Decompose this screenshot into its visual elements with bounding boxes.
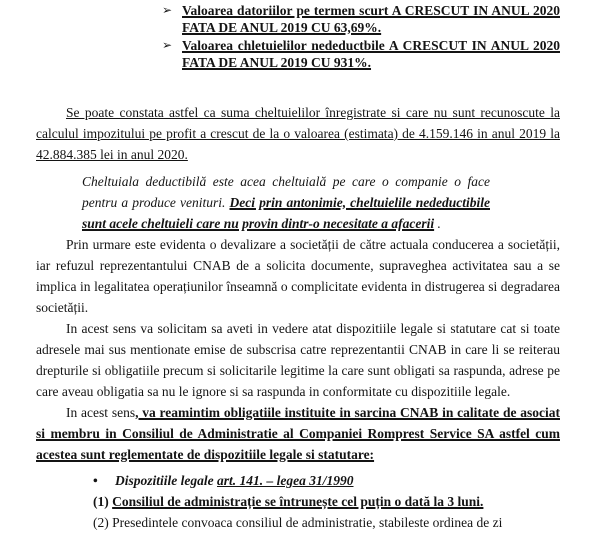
findings-bullet-list (162, 2, 560, 71)
arrow-bullet-icon: ➢ (162, 38, 173, 52)
paragraph-solicitare: In acest sens va solicitam sa aveti in vedere atat dispozitiile legale si statutare cat si toate adresele mai sus mentionate emise de subscrisa catre reprezentantii CNAB in care li se reiterau drepturile si obligatiile precum si solicitarile legitime la care sunt obligati sa raspunda, adrese pe care aveau obligatia sa nu le ignore si sa raspunda in conformitate cu dispozitiile legale. (36, 321, 560, 399)
round-bullet-icon: • (93, 473, 98, 488)
quote-period: . (437, 216, 441, 231)
article-text: Presedintele convoaca consiliul de administratie, stabileste ordinea de zi (112, 515, 503, 530)
article-text: Consiliul de administrație se întrunește cel puțin o dată la 3 luni. (112, 494, 484, 509)
paragraph-devalizare: Prin urmare este evidenta o devalizare a societății de către actuala conducerea a societății, iar refuzul reprezentantului CNAB de a solicita documente, supraveghea activitatea sau a se implica in legalitatea operațiunilor înseamnă o complicitate evidenta in distrugerea si degradarea societății. (36, 237, 560, 315)
article-paragraph-1 (93, 491, 560, 512)
legal-reference-bullet (93, 470, 560, 491)
list-item (162, 2, 560, 36)
article-number: (1) (93, 494, 113, 509)
paragraph-constatare-text: Se poate constata astfel ca suma cheltuielilor înregistrate si care nu sunt recunoscute la calculul impozitului pe profit a crescut de la o valoarea (estimata) de 4.159.146 in anul 2019 la 42.884.385 lei in anul 2020. (36, 105, 560, 162)
paragraph-constatare (36, 102, 560, 165)
definition-quote (82, 171, 490, 234)
finding-nondeductible-increase: Valoarea chletuielilor nedeductbile A CRESCUT IN ANUL 2020 FATA DE ANUL 2019 CU 931%. (182, 38, 560, 70)
legal-reference-lead: Dispozitiile legale (115, 473, 217, 488)
list-item (162, 37, 560, 71)
article-number: (2) (93, 515, 113, 530)
paragraph-reamintire (36, 402, 560, 465)
article-paragraph-2-clipped (93, 512, 560, 533)
paragraph-reamintire-emphasis: , va reamintim obligatiile instituite in sarcina CNAB in calitate de asociat si membru in Consiliul de Administratie al Companiei Romprest Service SA astfel cum acestea sunt reglementate de dispozitiile legale si statutare: (36, 405, 560, 462)
arrow-bullet-icon: ➢ (162, 3, 173, 17)
quote-normal-text: Cheltuiala deductibilă este acea cheltuială pe care o companie o face pentru a produce venituri. (82, 174, 490, 210)
quote-emphasis-text: Deci prin antonimie, cheltuielile nedeductibile sunt acele cheltuieli care nu provin dintr-o necesitate a afacerii (82, 195, 490, 231)
paragraph-reamintire-lead: In acest sens (66, 405, 136, 420)
legal-reference-citation: art. 141. – legea 31/1990 (217, 473, 354, 488)
finding-debt-increase: Valoarea datoriilor pe termen scurt A CRESCUT IN ANUL 2020 FATA DE ANUL 2019 CU 63,69%. (182, 3, 560, 35)
